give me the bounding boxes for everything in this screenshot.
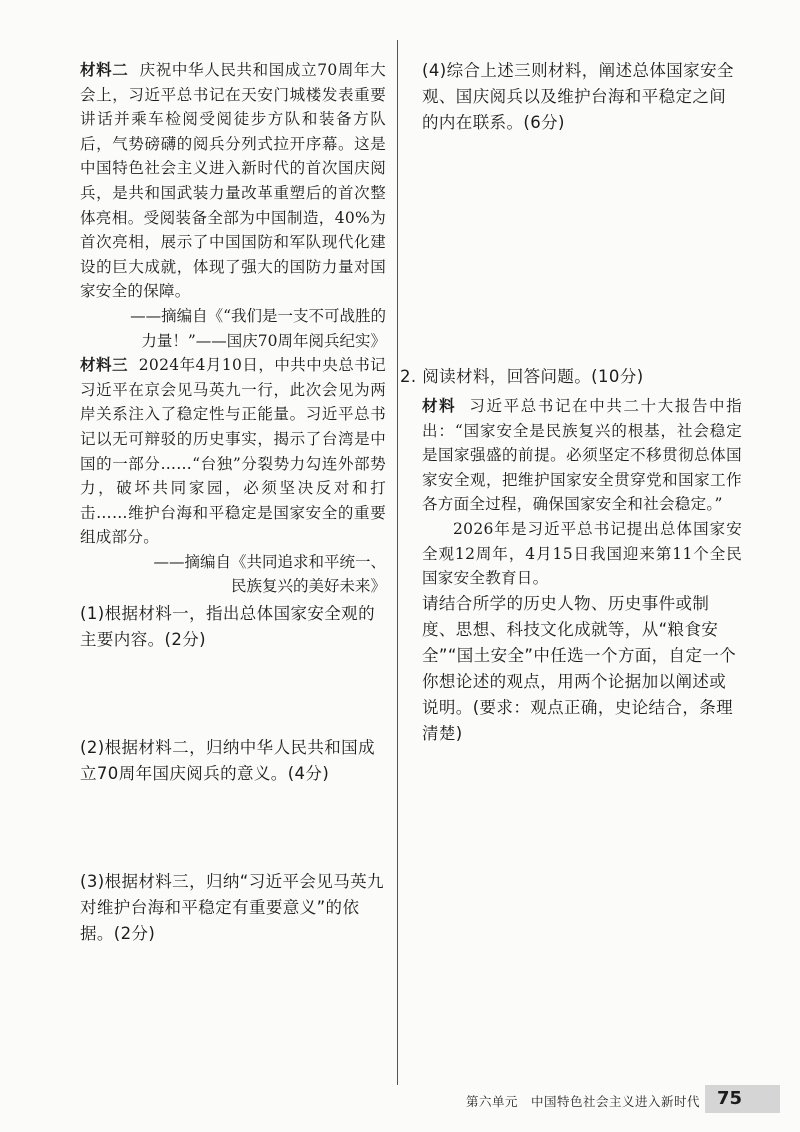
page-footer <box>0 1085 800 1115</box>
material-two <box>80 58 386 304</box>
material-three-label: 材料三 <box>80 355 128 375</box>
page-number: 75 <box>705 1085 780 1113</box>
right-column <box>400 58 742 747</box>
material-two-text: 庆祝中华人民共和国成立70周年大会上，习近平总书记在天安门城楼发表重要讲话并乘车检阅受阅徒步方队和装备方队后，气势磅礴的阅兵分列式拉开序幕。这是中国特色社会主义进入新时代的首次国庆阅兵，是共和国武装力量改革重塑后的首次整体亮相。受阅装备全部为中国制造，40%为首次亮相，展示了中国国防和军队现代化建设的巨大成就，体现了强大的国防力量对国家安全的保障。 <box>80 61 386 301</box>
material-three-text: 2024年4月10日，中共中央总书记习近平在京会见马英九一行，此次会见为两岸关系注入了稳定性与正能量。习近平总书记以无可辩驳的历史事实，揭示了台湾是中国的一部分……“台独”分裂势力勾连外部势力，破坏共同家园，必须坚决反对和打击……维护台海和平稳定是国家安全的重要组成部分。 <box>80 356 386 547</box>
question-3: (3)根据材料三，归纳“习近平会见马英九对维护台海和平稳定有重要意义”的依据。(2分) <box>80 872 384 944</box>
material <box>422 394 742 517</box>
question-2-heading: 2. 阅读材料，回答问题。(10分) <box>400 367 644 386</box>
material-three-source-1: ——摘编自《共同追求和平统一、 <box>153 552 386 571</box>
material-two-source-1: ——摘编自《“我们是一支不可战胜的 <box>130 306 386 325</box>
material-two-source-2: 力量！”——国庆70周年阅兵纪实》 <box>141 331 386 350</box>
material-three-source-2: 民族复兴的美好未来》 <box>230 577 386 596</box>
left-column <box>80 58 386 947</box>
question-2: (2)根据材料二，归纳中华人民共和国成立70周年国庆阅兵的意义。(4分) <box>80 738 375 784</box>
unit-title: 第六单元 中国特色社会主义进入新时代 <box>465 1094 700 1109</box>
material-three <box>80 353 386 550</box>
question-1: (1)根据材料一，指出总体国家安全观的主要内容。(2分) <box>80 604 375 650</box>
material-label: 材料 <box>422 396 457 415</box>
task-instructions: 请结合所学的历史人物、历史事件或制度、思想、科技文化成就等，从“粮食安全”“国土安全”中任选一个方面，自定一个你想论述的观点，用两个论据加以阐述或说明。(要求：观点正确，史论结合，条理清楚) <box>422 593 737 743</box>
material-text-2: 2026年是习近平总书记提出总体国家安全观12周年，4月15日我国迎来第11个全民国家安全教育日。 <box>422 519 742 588</box>
question-4: (4)综合上述三则材料，阐述总体国家安全观、国庆阅兵以及维护台海和平稳定之间的内在联系。(6分) <box>422 61 734 132</box>
column-divider <box>397 40 398 1085</box>
material-two-label: 材料二 <box>80 60 129 79</box>
material-text: 习近平总书记在中共二十大报告中指出：“国家安全是民族复兴的根基，社会稳定是国家强盛的前提。必须坚定不移贯彻总体国家安全观，把维护国家安全贯穿党和国家工作各方面全过程，确保国家安全和社会稳定。” <box>422 397 742 514</box>
